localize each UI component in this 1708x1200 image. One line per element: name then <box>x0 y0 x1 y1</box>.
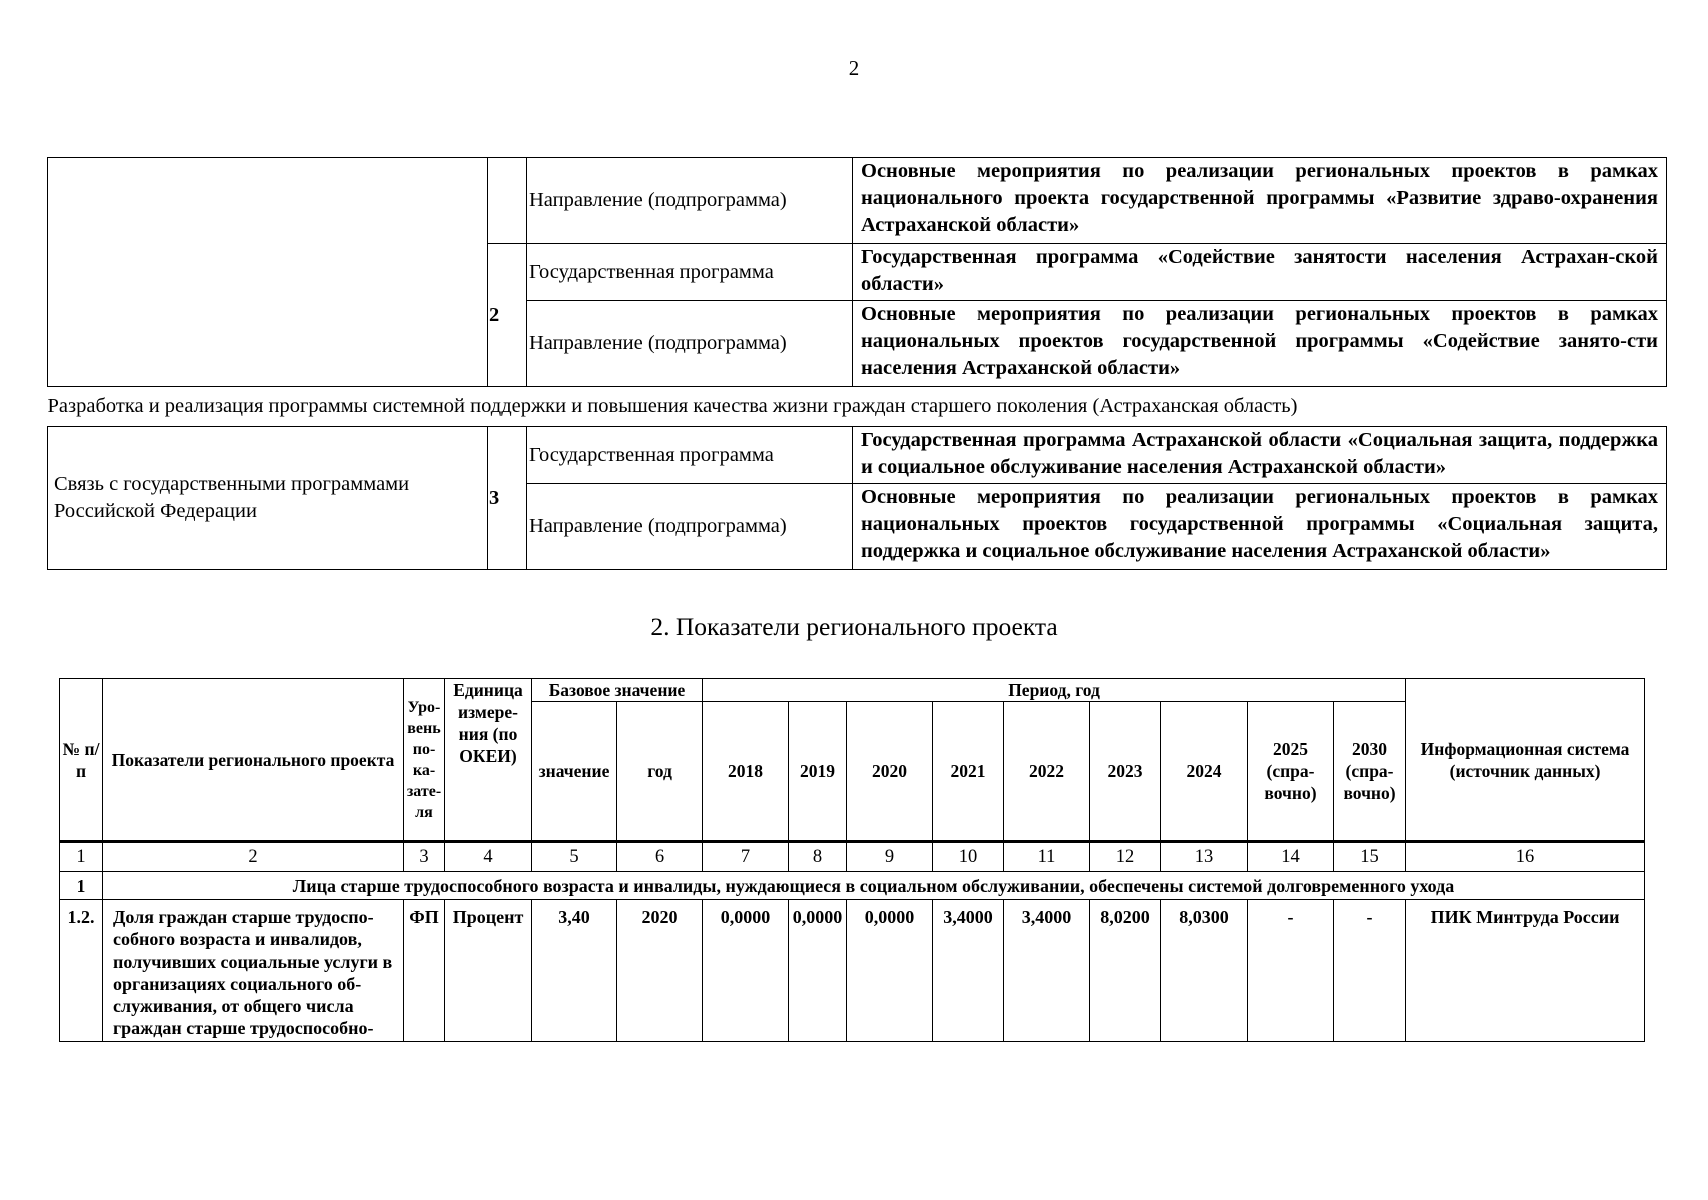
column-number: 7 <box>703 842 789 872</box>
header-year: 2022 <box>1004 702 1090 842</box>
project-title-row <box>48 387 1667 427</box>
year-value: - <box>1248 900 1334 1042</box>
indicators-table <box>59 678 1645 1042</box>
header-row-top <box>60 679 1645 702</box>
year-value: 3,4000 <box>933 900 1004 1042</box>
year-value: 0,0000 <box>789 900 847 1042</box>
year-value: 8,0200 <box>1090 900 1161 1042</box>
header-level: Уро-вень по-ка-зате-ля <box>404 679 445 842</box>
year-value: 3,4000 <box>1004 900 1090 1042</box>
column-number: 2 <box>103 842 404 872</box>
program-type-label: Направление (подпрограмма) <box>527 158 853 244</box>
header-year: 2020 <box>847 702 933 842</box>
group-number: 1 <box>60 872 103 900</box>
year-value: 0,0000 <box>847 900 933 1042</box>
row-number: 3 <box>488 427 527 570</box>
year-value: - <box>1334 900 1406 1042</box>
header-year: 2025 (спра-вочно) <box>1248 702 1334 842</box>
year-value: 8,0300 <box>1161 900 1248 1042</box>
connection-label: Связь с государственными программами Российской Федерации <box>48 427 488 570</box>
section-title: 2. Показатели регионального проекта <box>650 612 1058 641</box>
program-description: Государственная программа «Содействие занятости населения Астрахан-ской области» <box>853 244 1667 301</box>
program-type-label: Государственная программа <box>527 427 853 484</box>
column-number: 11 <box>1004 842 1090 872</box>
header-year: 2030 (спра-вочно) <box>1334 702 1406 842</box>
indicator-name: Доля граждан старше трудоспо-собного возраста и инвалидов, получивших социальные услуги в организациях социального об-служивания, от общего числа граждан старше трудоспособно- <box>103 900 404 1042</box>
row-number: 1.2. <box>60 900 103 1042</box>
column-number: 14 <box>1248 842 1334 872</box>
program-description: Основные мероприятия по реализации региональных проектов в рамках национальных проектов государственной программы «Социальная защита, поддержка и социальное обслуживание населения Астраханской области» <box>853 484 1667 570</box>
indicator-level: ФП <box>404 900 445 1042</box>
header-period: Период, год <box>703 679 1406 702</box>
header-indicator-name: Показатели регионального проекта <box>103 679 404 842</box>
header-base-value: Базовое значение <box>532 679 703 702</box>
group-row <box>60 872 1645 900</box>
header-num: № п/п <box>60 679 103 842</box>
project-title: Разработка и реализация программы системной поддержки и повышения качества жизни граждан старшего поколения (Астраханская область) <box>48 387 1667 427</box>
header-year: 2018 <box>703 702 789 842</box>
page-number: 2 <box>848 56 860 80</box>
header-unit: Единица измере-ния (по ОКЕИ) <box>445 679 532 842</box>
column-number: 10 <box>933 842 1004 872</box>
program-description: Основные мероприятия по реализации региональных проектов в рамках национального проекта государственной программы «Развитие здраво-охранения Астраханской области» <box>853 158 1667 244</box>
program-type-label: Направление (подпрограмма) <box>527 484 853 570</box>
column-number: 1 <box>60 842 103 872</box>
header-year: 2021 <box>933 702 1004 842</box>
program-description: Основные мероприятия по реализации региональных проектов в рамках национальных проектов государственной программы «Содействие занято-сти населения Астраханской области» <box>853 301 1667 387</box>
header-year: 2019 <box>789 702 847 842</box>
column-number: 8 <box>789 842 847 872</box>
column-number: 9 <box>847 842 933 872</box>
links-row <box>48 158 1667 244</box>
program-links-table <box>47 157 1667 570</box>
connection-cell-empty <box>48 158 488 387</box>
column-number: 12 <box>1090 842 1161 872</box>
base-value: 3,40 <box>532 900 617 1042</box>
header-info-system: Информационная система (источник данных) <box>1406 679 1645 842</box>
links-row <box>48 427 1667 484</box>
header-year: 2023 <box>1090 702 1161 842</box>
base-year: 2020 <box>617 900 703 1042</box>
column-number: 16 <box>1406 842 1645 872</box>
header-year: 2024 <box>1161 702 1248 842</box>
table-row <box>60 900 1645 1042</box>
column-number: 6 <box>617 842 703 872</box>
group-title: Лица старше трудоспособного возраста и инвалиды, нуждающиеся в социальном обслуживании, обеспечены системой долговременного ухода <box>103 872 1645 900</box>
row-number: 2 <box>488 244 527 387</box>
program-type-label: Государственная программа <box>527 244 853 301</box>
header-base-year: год <box>617 702 703 842</box>
column-numbers-row <box>60 842 1645 872</box>
column-number: 13 <box>1161 842 1248 872</box>
year-value: 0,0000 <box>703 900 789 1042</box>
row-number-cell <box>488 158 527 244</box>
indicator-unit: Процент <box>445 900 532 1042</box>
program-description: Государственная программа Астраханской области «Социальная защита, поддержка и социальное обслуживание населения Астраханской области» <box>853 427 1667 484</box>
info-system: ПИК Минтруда России <box>1406 900 1645 1042</box>
column-number: 15 <box>1334 842 1406 872</box>
column-number: 5 <box>532 842 617 872</box>
column-number: 4 <box>445 842 532 872</box>
program-type-label: Направление (подпрограмма) <box>527 301 853 387</box>
header-base-val: значение <box>532 702 617 842</box>
column-number: 3 <box>404 842 445 872</box>
